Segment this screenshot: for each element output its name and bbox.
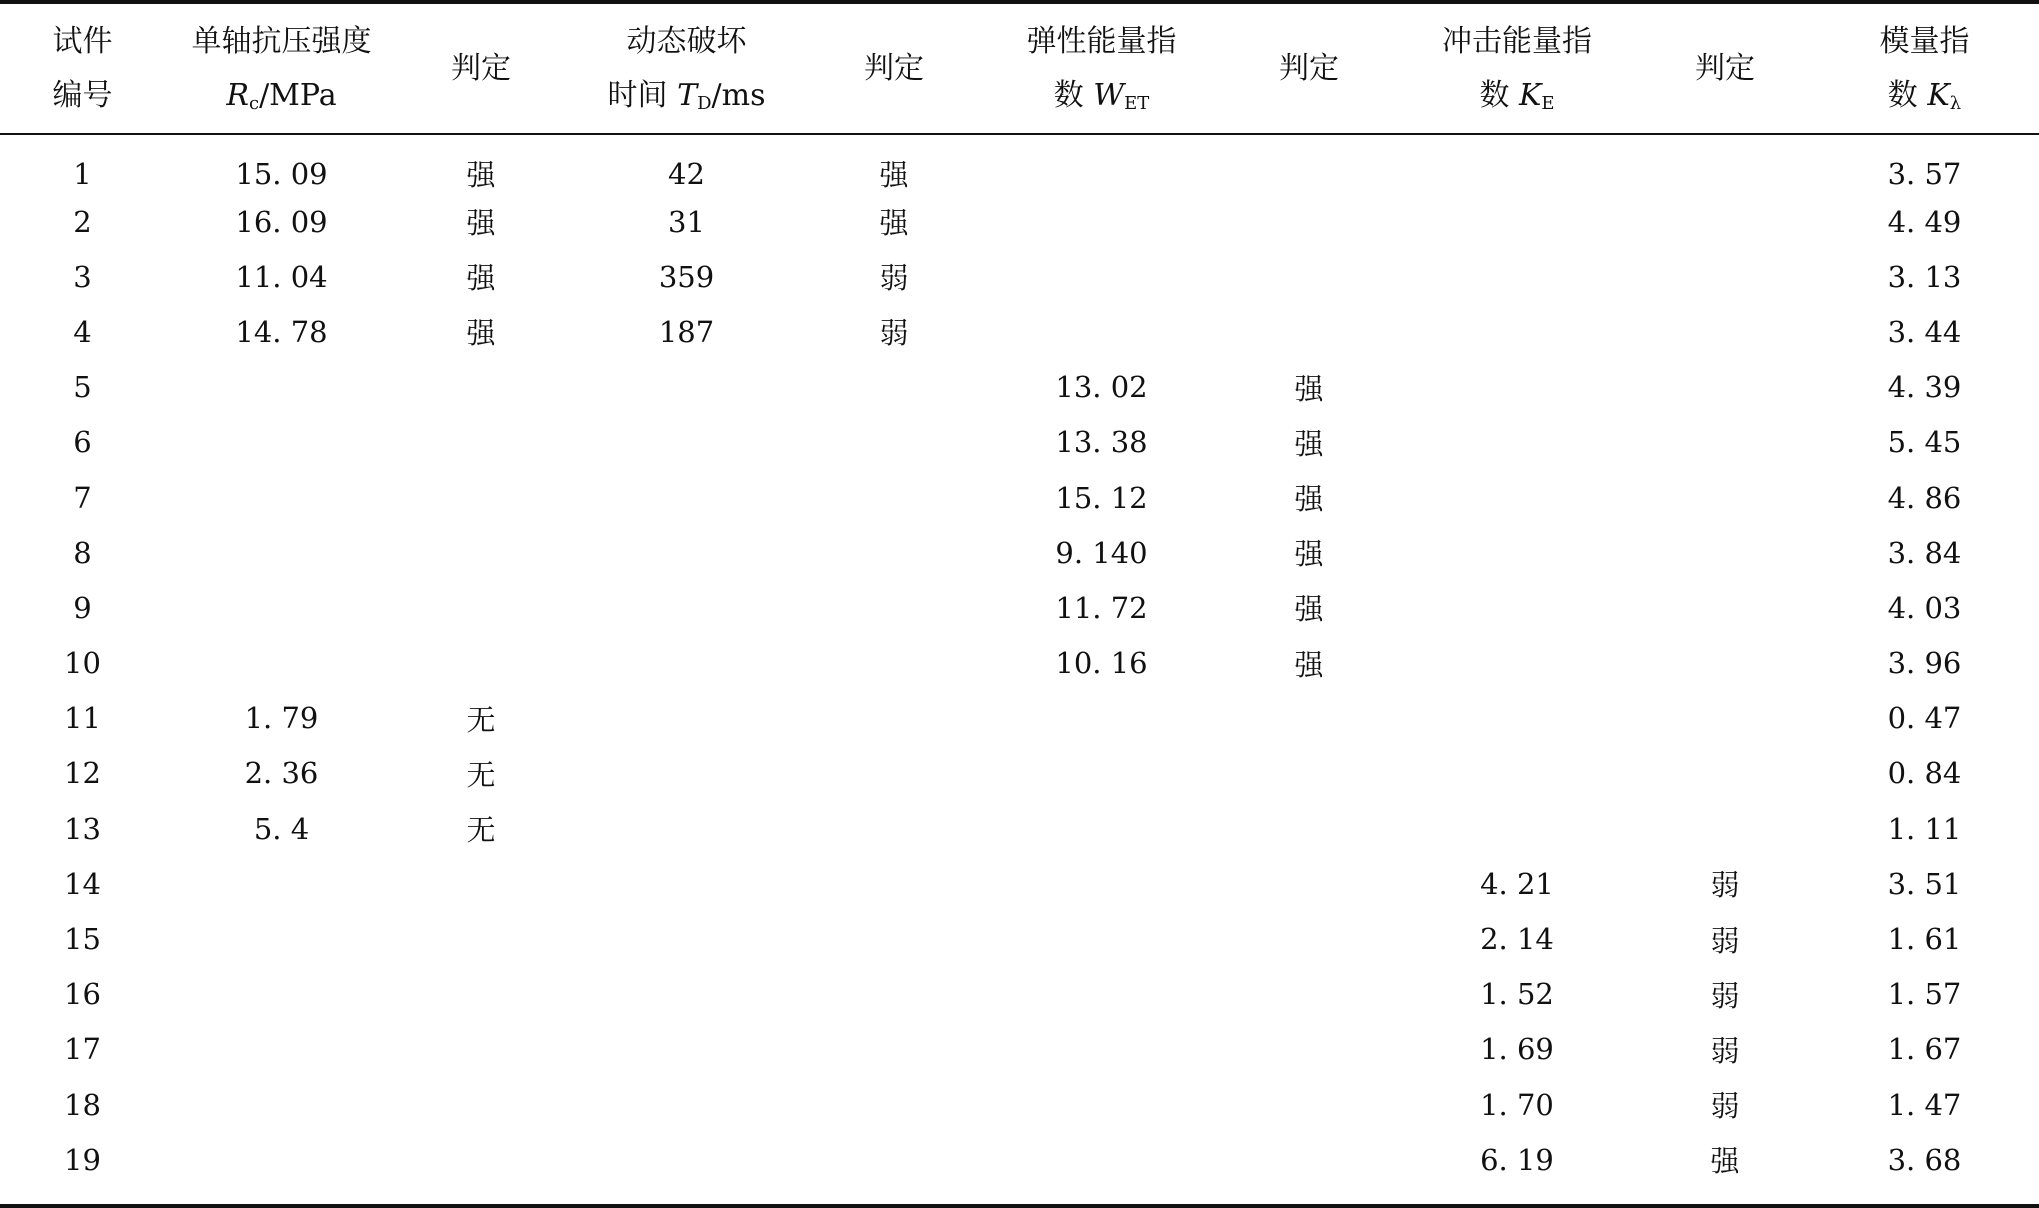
cell-judgment-4: 弱	[1710, 1033, 1740, 1068]
cell-judgment-1	[398, 967, 564, 1022]
cell-dynamic-failure-time	[564, 911, 809, 966]
cell-judgment-2	[809, 691, 979, 746]
cell-impact-energy-index	[1394, 415, 1640, 470]
cell-judgment-1	[398, 415, 564, 470]
cell-judgment-2: 弱	[879, 316, 909, 351]
cell-impact-energy-index: 1. 52	[1480, 977, 1554, 1012]
table-body	[0, 133, 2039, 1187]
cell-impact-energy-index	[1394, 249, 1640, 304]
cell-judgment-2	[809, 911, 979, 966]
cell-dynamic-failure-time: 42	[668, 156, 705, 191]
cell-uniaxial-strength: 16. 09	[235, 204, 328, 239]
cell-impact-energy-index	[1394, 525, 1640, 580]
cell-dynamic-failure-time	[564, 580, 809, 635]
cell-elastic-energy-index	[979, 1077, 1224, 1132]
cell-judgment-3	[1224, 746, 1394, 801]
cell-uniaxial-strength	[165, 636, 398, 691]
cell-judgment-1: 无	[466, 757, 496, 792]
cell-impact-energy-index	[1394, 194, 1640, 249]
cell-modulus-index: 4. 03	[1887, 590, 1962, 625]
cell-modulus-index: 3. 13	[1887, 259, 1962, 294]
cell-judgment-3: 强	[1294, 592, 1324, 627]
cell-judgment-4	[1640, 415, 1810, 470]
cell-judgment-2	[809, 1022, 979, 1077]
cell-specimen-no: 2	[73, 204, 92, 239]
cell-judgment-4: 弱	[1710, 978, 1740, 1013]
cell-judgment-2	[809, 470, 979, 525]
cell-impact-energy-index: 6. 19	[1480, 1142, 1554, 1177]
cell-modulus-index: 0. 47	[1887, 701, 1962, 736]
cell-judgment-2	[809, 525, 979, 580]
cell-elastic-energy-index	[979, 1022, 1224, 1077]
cell-dynamic-failure-time	[564, 470, 809, 525]
cell-judgment-4	[1640, 470, 1810, 525]
cell-elastic-energy-index: 11. 72	[1055, 590, 1148, 625]
cell-judgment-3	[1224, 856, 1394, 911]
cell-judgment-2	[809, 967, 979, 1022]
cell-specimen-no: 17	[64, 1032, 101, 1067]
header-judgment-1: 判定	[451, 50, 511, 86]
cell-dynamic-failure-time: 359	[658, 259, 715, 294]
cell-uniaxial-strength	[165, 360, 398, 415]
cell-judgment-2: 强	[879, 206, 909, 241]
cell-uniaxial-strength	[165, 1077, 398, 1132]
cell-dynamic-failure-time: 31	[668, 204, 705, 239]
cell-impact-energy-index: 4. 21	[1480, 866, 1554, 901]
cell-impact-energy-index	[1394, 636, 1640, 691]
cell-modulus-index: 4. 86	[1887, 480, 1962, 515]
cell-specimen-no: 18	[64, 1087, 101, 1122]
table-row	[0, 304, 2039, 359]
cell-impact-energy-index	[1394, 360, 1640, 415]
header-elastic-energy-index: 弹性能量指 数 $W_{ET}$	[1026, 23, 1177, 114]
table-row	[0, 1077, 2039, 1132]
table-row	[0, 691, 2039, 746]
table-row	[0, 415, 2039, 470]
cell-judgment-4	[1640, 525, 1810, 580]
cell-judgment-2	[809, 1077, 979, 1132]
cell-modulus-index: 3. 96	[1887, 646, 1962, 681]
cell-judgment-2	[809, 1132, 979, 1187]
cell-judgment-4	[1640, 801, 1810, 856]
table-row	[0, 746, 2039, 801]
cell-elastic-energy-index	[979, 194, 1224, 249]
cell-dynamic-failure-time: 187	[658, 314, 715, 349]
cell-specimen-no: 7	[73, 480, 92, 515]
cell-judgment-1: 强	[466, 158, 496, 192]
cell-specimen-no: 15	[64, 922, 101, 957]
table-row	[0, 525, 2039, 580]
cell-specimen-no: 9	[73, 590, 92, 625]
cell-judgment-3	[1224, 133, 1394, 194]
cell-specimen-no: 3	[73, 259, 92, 294]
cell-elastic-energy-index: 9. 140	[1055, 535, 1148, 570]
cell-elastic-energy-index	[979, 967, 1224, 1022]
cell-specimen-no: 14	[64, 866, 101, 901]
cell-elastic-energy-index	[979, 1132, 1224, 1187]
header-specimen-no: 试件 编号	[52, 23, 113, 113]
cell-judgment-3	[1224, 249, 1394, 304]
cell-dynamic-failure-time	[564, 746, 809, 801]
cell-elastic-energy-index	[979, 801, 1224, 856]
cell-impact-energy-index	[1394, 691, 1640, 746]
cell-judgment-1: 无	[466, 702, 496, 737]
data-table	[0, 4, 2039, 1187]
cell-specimen-no: 12	[64, 756, 101, 791]
cell-dynamic-failure-time	[564, 1132, 809, 1187]
cell-elastic-energy-index	[979, 304, 1224, 359]
cell-judgment-1	[398, 360, 564, 415]
cell-modulus-index: 1. 57	[1887, 977, 1962, 1012]
cell-uniaxial-strength	[165, 911, 398, 966]
cell-dynamic-failure-time	[564, 856, 809, 911]
cell-impact-energy-index	[1394, 470, 1640, 525]
cell-modulus-index: 4. 49	[1887, 204, 1962, 239]
cell-judgment-4: 弱	[1710, 868, 1740, 903]
cell-judgment-2	[809, 636, 979, 691]
cell-modulus-index: 3. 68	[1887, 1142, 1962, 1177]
cell-specimen-no: 10	[64, 646, 101, 681]
cell-elastic-energy-index	[979, 133, 1224, 194]
cell-elastic-energy-index	[979, 249, 1224, 304]
cell-impact-energy-index	[1394, 580, 1640, 635]
cell-specimen-no: 6	[73, 425, 92, 460]
cell-elastic-energy-index: 10. 16	[1055, 646, 1148, 681]
cell-elastic-energy-index: 15. 12	[1055, 480, 1148, 515]
cell-uniaxial-strength: 15. 09	[235, 156, 328, 191]
cell-impact-energy-index: 1. 69	[1480, 1032, 1554, 1067]
cell-elastic-energy-index	[979, 856, 1224, 911]
cell-dynamic-failure-time	[564, 636, 809, 691]
cell-judgment-3	[1224, 194, 1394, 249]
cell-impact-energy-index: 2. 14	[1480, 922, 1554, 957]
cell-uniaxial-strength	[165, 1022, 398, 1077]
table-row	[0, 194, 2039, 249]
cell-modulus-index: 3. 57	[1887, 156, 1962, 191]
cell-dynamic-failure-time	[564, 360, 809, 415]
cell-judgment-3	[1224, 1077, 1394, 1132]
cell-elastic-energy-index	[979, 691, 1224, 746]
cell-judgment-3	[1224, 1132, 1394, 1187]
cell-modulus-index: 3. 51	[1887, 866, 1962, 901]
cell-judgment-2	[809, 746, 979, 801]
cell-uniaxial-strength: 5. 4	[253, 811, 310, 846]
cell-impact-energy-index	[1394, 746, 1640, 801]
cell-judgment-2: 弱	[879, 261, 909, 296]
table-row	[0, 856, 2039, 911]
table-row	[0, 249, 2039, 304]
cell-judgment-1: 无	[466, 813, 496, 848]
cell-judgment-3	[1224, 1022, 1394, 1077]
cell-judgment-2	[809, 580, 979, 635]
cell-judgment-4	[1640, 304, 1810, 359]
table-row	[0, 360, 2039, 415]
table-row	[0, 801, 2039, 856]
cell-uniaxial-strength	[165, 525, 398, 580]
header-dynamic-failure-time: 动态破坏 时间 $T_D/ms$	[607, 23, 766, 114]
cell-judgment-4	[1640, 691, 1810, 746]
cell-dynamic-failure-time	[564, 415, 809, 470]
header-row	[0, 4, 2039, 133]
cell-impact-energy-index	[1394, 304, 1640, 359]
cell-uniaxial-strength: 14. 78	[235, 314, 328, 349]
cell-judgment-4: 弱	[1710, 923, 1740, 958]
cell-modulus-index: 3. 84	[1887, 535, 1962, 570]
cell-specimen-no: 16	[64, 977, 101, 1012]
cell-elastic-energy-index	[979, 746, 1224, 801]
cell-specimen-no: 8	[73, 535, 92, 570]
cell-judgment-3	[1224, 801, 1394, 856]
cell-elastic-energy-index: 13. 02	[1055, 370, 1148, 405]
header-judgment-2: 判定	[864, 50, 924, 86]
cell-judgment-1	[398, 636, 564, 691]
cell-dynamic-failure-time	[564, 801, 809, 856]
cell-modulus-index: 4. 39	[1887, 370, 1962, 405]
cell-judgment-4	[1640, 636, 1810, 691]
cell-judgment-3: 强	[1294, 482, 1324, 517]
cell-dynamic-failure-time	[564, 1022, 809, 1077]
table-row	[0, 967, 2039, 1022]
cell-judgment-1	[398, 856, 564, 911]
cell-specimen-no: 19	[64, 1142, 101, 1177]
table-row	[0, 580, 2039, 635]
cell-uniaxial-strength	[165, 415, 398, 470]
cell-judgment-3	[1224, 304, 1394, 359]
cell-impact-energy-index	[1394, 133, 1640, 194]
header-impact-energy-index: 冲击能量指 数 $K_E$	[1442, 23, 1592, 114]
table-row	[0, 636, 2039, 691]
cell-judgment-3	[1224, 967, 1394, 1022]
header-uniaxial-strength: 单轴抗压强度 $R_c$/MPa	[191, 23, 372, 114]
cell-judgment-4: 弱	[1710, 1089, 1740, 1124]
cell-dynamic-failure-time	[564, 1077, 809, 1132]
cell-judgment-1	[398, 525, 564, 580]
cell-specimen-no: 13	[64, 811, 101, 846]
cell-modulus-index: 1. 61	[1887, 922, 1962, 957]
cell-judgment-2	[809, 856, 979, 911]
cell-modulus-index: 1. 11	[1887, 811, 1962, 846]
table-bottom-rule	[0, 1204, 2039, 1208]
cell-uniaxial-strength	[165, 1132, 398, 1187]
cell-judgment-1	[398, 911, 564, 966]
cell-judgment-2: 强	[879, 158, 909, 192]
cell-judgment-1: 强	[466, 316, 496, 351]
table-row	[0, 1022, 2039, 1077]
cell-impact-energy-index: 1. 70	[1480, 1087, 1554, 1122]
cell-judgment-3: 强	[1294, 371, 1324, 406]
cell-judgment-3: 强	[1294, 537, 1324, 572]
cell-uniaxial-strength: 1. 79	[244, 701, 319, 736]
cell-judgment-4	[1640, 360, 1810, 415]
cell-judgment-1: 强	[466, 261, 496, 296]
cell-judgment-1	[398, 1077, 564, 1132]
table-row	[0, 133, 2039, 194]
cell-modulus-index: 5. 45	[1887, 425, 1962, 460]
cell-judgment-1	[398, 1132, 564, 1187]
header-judgment-3: 判定	[1279, 50, 1339, 86]
cell-judgment-2	[809, 360, 979, 415]
cell-impact-energy-index	[1394, 801, 1640, 856]
cell-judgment-2	[809, 415, 979, 470]
cell-judgment-1	[398, 1022, 564, 1077]
table-row	[0, 911, 2039, 966]
cell-dynamic-failure-time	[564, 967, 809, 1022]
cell-judgment-1	[398, 470, 564, 525]
cell-uniaxial-strength	[165, 856, 398, 911]
cell-modulus-index: 3. 44	[1887, 314, 1962, 349]
cell-judgment-3	[1224, 691, 1394, 746]
cell-uniaxial-strength: 11. 04	[235, 259, 328, 294]
cell-uniaxial-strength	[165, 580, 398, 635]
cell-judgment-4	[1640, 746, 1810, 801]
table-row	[0, 470, 2039, 525]
cell-modulus-index: 1. 47	[1887, 1087, 1962, 1122]
cell-elastic-energy-index: 13. 38	[1055, 425, 1148, 460]
cell-judgment-1	[398, 580, 564, 635]
cell-judgment-3: 强	[1294, 426, 1324, 461]
cell-judgment-2	[809, 801, 979, 856]
header-modulus-index: 模量指 数 $K_\lambda$	[1879, 23, 1970, 114]
table-row	[0, 1132, 2039, 1187]
cell-judgment-3	[1224, 911, 1394, 966]
cell-modulus-index: 1. 67	[1887, 1032, 1962, 1067]
cell-judgment-4	[1640, 194, 1810, 249]
cell-uniaxial-strength: 2. 36	[244, 756, 319, 791]
cell-specimen-no: 5	[73, 370, 92, 405]
cell-modulus-index: 0. 84	[1887, 756, 1962, 791]
cell-elastic-energy-index	[979, 911, 1224, 966]
cell-judgment-4	[1640, 133, 1810, 194]
cell-judgment-1: 强	[466, 206, 496, 241]
cell-dynamic-failure-time	[564, 691, 809, 746]
cell-judgment-4: 强	[1710, 1144, 1740, 1179]
cell-specimen-no: 4	[73, 314, 92, 349]
cell-judgment-4	[1640, 580, 1810, 635]
header-judgment-4: 判定	[1695, 50, 1755, 86]
cell-specimen-no: 11	[64, 701, 101, 736]
cell-judgment-3: 强	[1294, 647, 1324, 682]
cell-judgment-4	[1640, 249, 1810, 304]
cell-dynamic-failure-time	[564, 525, 809, 580]
cell-uniaxial-strength	[165, 470, 398, 525]
cell-uniaxial-strength	[165, 967, 398, 1022]
cell-specimen-no: 1	[73, 156, 92, 191]
